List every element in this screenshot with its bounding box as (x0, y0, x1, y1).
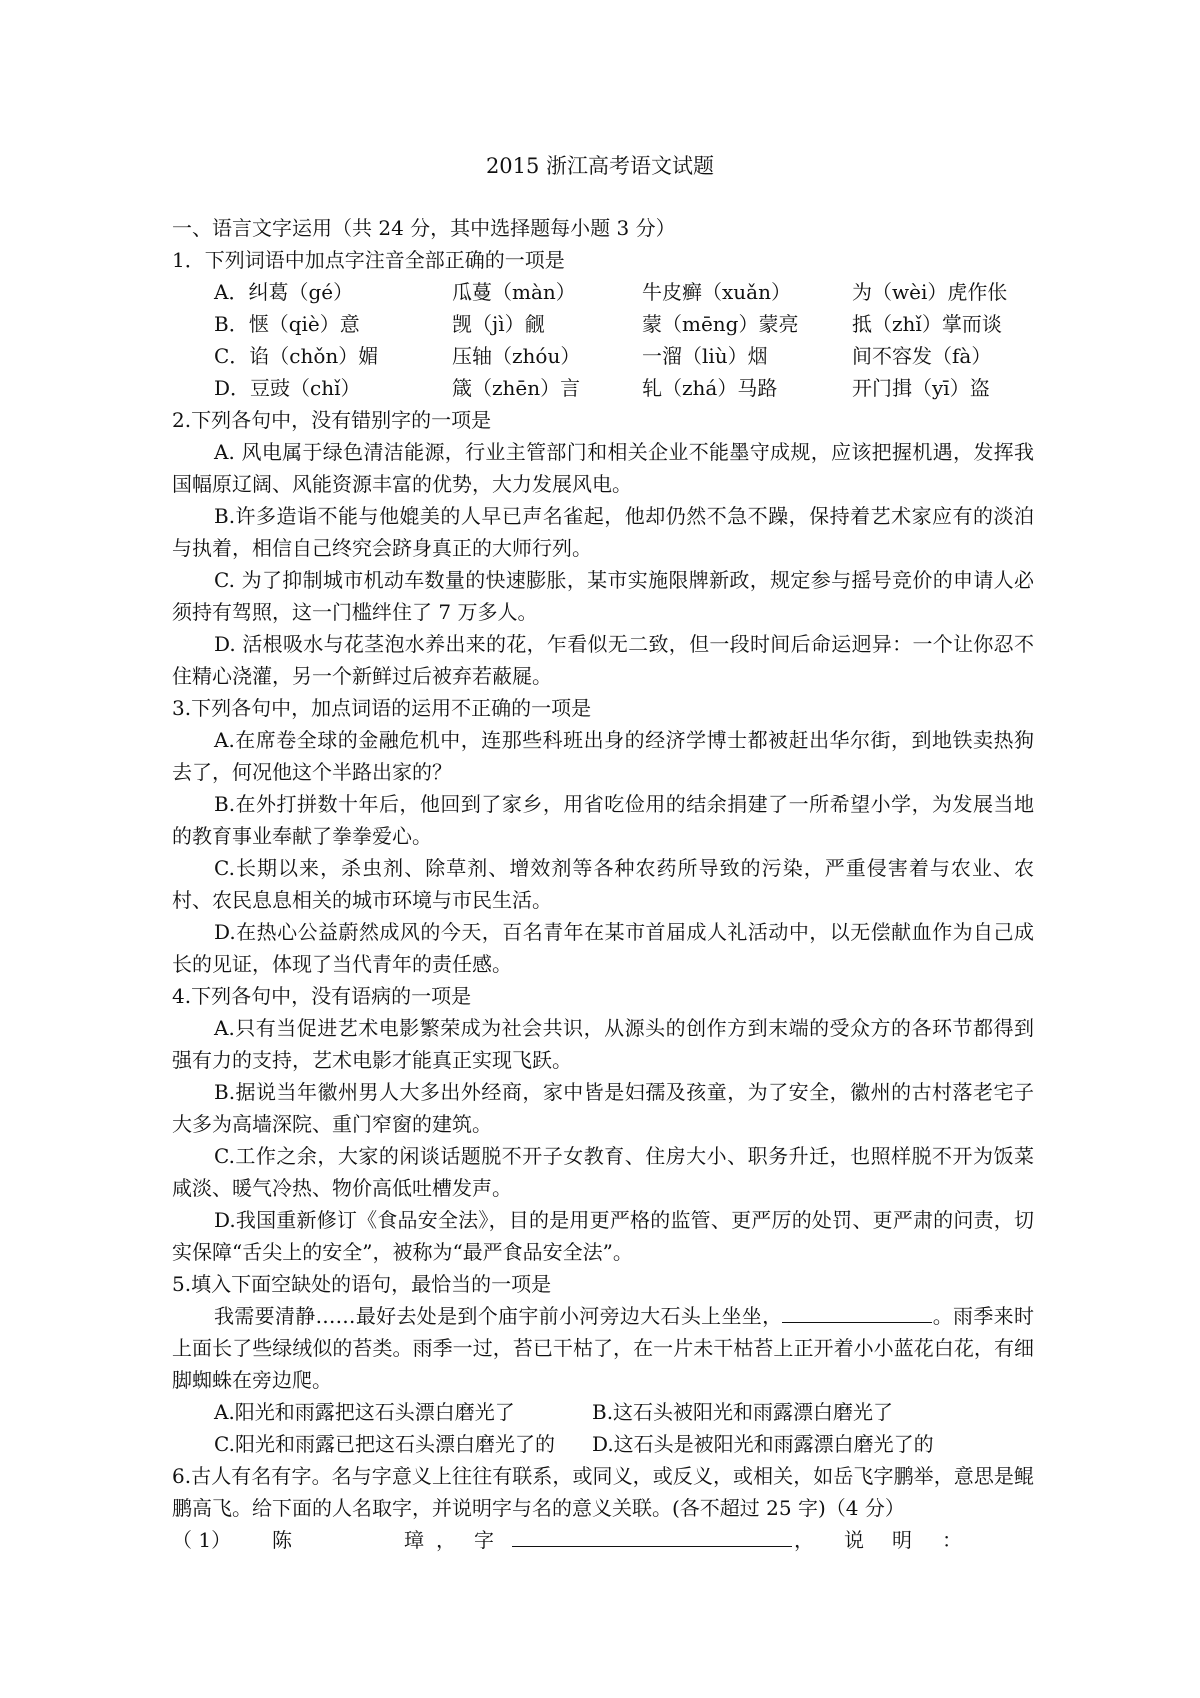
q1-b-3: 蒙（mēng）蒙亮 (642, 312, 799, 336)
q6-item1-blank (512, 1524, 792, 1547)
q1-c-4: 间不容发（fà） (852, 344, 992, 368)
q1-c-3: 一溜（liù）烟 (642, 344, 768, 368)
q2-option-c: C. 为了抑制城市机动车数量的快速膨胀，某市实施限牌新政，规定参与摇号竞价的申请人必须持有驾照，这一门槛绊住了 7 万多人。 (172, 568, 1034, 624)
q5-blank (782, 1300, 932, 1323)
exam-content (172, 212, 1034, 1556)
q5-passage-before: 我需要清静……最好去处是到个庙宇前小河旁边大石头上坐坐， (214, 1304, 783, 1328)
q3-option-d: D.在热心公益蔚然成风的今天，百名青年在某市首届成人礼活动中，以无偿献血作为自己成长的见证，体现了当代青年的责任感。 (172, 920, 1034, 976)
q1-c-1: C．谄（chǒn）媚 (214, 344, 379, 368)
q6-item1-num: （ 1） (172, 1528, 232, 1552)
q6-item1-explain1: 说 (844, 1528, 864, 1552)
q3-option-b: B.在外打拼数十年后，他回到了家乡，用省吃俭用的结余捐建了一所希望小学，为发展当地的教育事业奉献了拳拳爱心。 (172, 792, 1034, 848)
q1-d-3: 轧（zhá）马路 (642, 376, 778, 400)
q5-option-a: A.阳光和雨露把这石头漂白磨光了 (214, 1400, 515, 1424)
q6-item1-sep: ， (436, 1528, 456, 1552)
q1-a-4: 为（wèi）虎作伥 (852, 280, 1008, 304)
q5-row-1 (172, 1396, 1034, 1428)
q3-option-c: C.长期以来，杀虫剂、除草剂、增效剂等各种农药所导致的污染，严重侵害着与农业、农村、农民息息相关的城市环境与市民生活。 (172, 856, 1034, 912)
q1-a-1: A．纠葛（gé） (214, 280, 354, 304)
q6-item1-name2: 璋 (404, 1528, 424, 1552)
q4-option-b: B.据说当年徽州男人大多出外经商，家中皆是妇孺及孩童，为了安全，徽州的古村落老宅子大多为高墙深院、重门窄窗的建筑。 (172, 1080, 1034, 1136)
q5-option-c: C.阳光和雨露已把这石头漂白磨光了的 (214, 1432, 555, 1456)
q6-item1-zi: 字 (474, 1528, 494, 1552)
q1-d-2: 箴（zhēn）言 (452, 376, 581, 400)
q1-b-1: B．惬（qiè）意 (214, 312, 360, 336)
q2-option-b: B.许多造诣不能与他媲美的人早已声名雀起，他却仍然不急不躁，保持着艺术家应有的淡泊与执着，相信自己终究会跻身真正的大师行列。 (172, 504, 1034, 560)
section-heading: 一、语言文字运用（共 24 分，其中选择题每小题 3 分） (172, 216, 676, 240)
page-title: 2015 浙江高考语文试题 (485, 154, 715, 178)
q6-item1-name1: 陈 (272, 1528, 292, 1552)
q6-item1-explain2: 明 (892, 1528, 912, 1552)
q1-row-a (172, 276, 1034, 308)
q2-option-d: D. 活根吸水与花茎泡水养出来的花，乍看似无二致，但一段时间后命运迥异：一个让你忍不住精心浇灌，另一个新鲜过后被弃若蔽屣。 (172, 632, 1034, 688)
q1-b-2: 觊（jì）觎 (452, 312, 545, 336)
q5-passage-after: 。雨季来时上面长了些绿绒似的苔类。雨季一过，苔已干枯了，在一片未干枯苔上正开着小小蓝花白花，有细脚蜘蛛在旁边爬。 (172, 1304, 1034, 1392)
q1-a-3: 牛皮癣（xuǎn） (642, 280, 791, 304)
q5-passage (172, 1300, 1034, 1396)
q1-row-c (172, 340, 1034, 372)
q1-c-2: 压轴（zhóu） (452, 344, 581, 368)
q5-option-b: B.这石头被阳光和雨露漂白磨光了 (592, 1400, 894, 1424)
q6-item1-comma: ， (794, 1528, 814, 1552)
q5-stem: 5.填入下面空缺处的语句，最恰当的一项是 (172, 1272, 552, 1296)
q6-item-1 (172, 1524, 1034, 1556)
q1-a-2: 瓜蔓（màn） (452, 280, 576, 304)
q4-stem: 4.下列各句中，没有语病的一项是 (172, 984, 472, 1008)
q4-option-c: C.工作之余，大家的闲谈话题脱不开子女教育、住房大小、职务升迁，也照样脱不开为饭菜咸淡、暖气冷热、物价高低吐槽发声。 (172, 1144, 1034, 1200)
q4-option-a: A.只有当促进艺术电影繁荣成为社会共识，从源头的创作方到末端的受众方的各环节都得到强有力的支持，艺术电影才能真正实现飞跃。 (172, 1016, 1034, 1072)
q3-stem: 3.下列各句中，加点词语的运用不正确的一项是 (172, 696, 592, 720)
q5-option-d: D.这石头是被阳光和雨露漂白磨光了的 (592, 1432, 934, 1456)
q3-option-a: A.在席卷全球的金融危机中，连那些科班出身的经济学博士都被赶出华尔街，到地铁卖热狗去了，何况他这个半路出家的？ (172, 728, 1034, 784)
q5-row-2 (172, 1428, 1034, 1460)
q2-stem: 2.下列各句中，没有错别字的一项是 (172, 408, 492, 432)
q1-d-4: 开门揖（yī）盗 (852, 376, 990, 400)
q4-option-d: D.我国重新修订《食品安全法》，目的是用更严格的监管、更严厉的处罚、更严肃的问责，切实保障“舌尖上的安全”，被称为“最严食品安全法”。 (172, 1208, 1034, 1264)
q6-item1-colon: ： (942, 1528, 962, 1552)
q1-row-d (172, 372, 1034, 404)
q6-stem: 6.古人有名有字。名与字意义上往往有联系，或同义，或反义，或相关，如岳飞字鹏举，意思是鲲鹏高飞。给下面的人名取字，并说明字与名的意义关联。(各不超过 25 字)（4 分） (172, 1464, 1034, 1520)
q1-stem: 1．下列词语中加点字注音全部正确的一项是 (172, 248, 565, 272)
q1-d-1: D．豆豉（chǐ） (214, 376, 361, 400)
q1-row-b (172, 308, 1034, 340)
q2-option-a: A. 风电属于绿色清洁能源，行业主管部门和相关企业不能墨守成规，应该把握机遇，发挥我国幅原辽阔、风能资源丰富的优势，大力发展风电。 (172, 440, 1034, 496)
q1-b-4: 抵（zhǐ）掌而谈 (852, 312, 1002, 336)
